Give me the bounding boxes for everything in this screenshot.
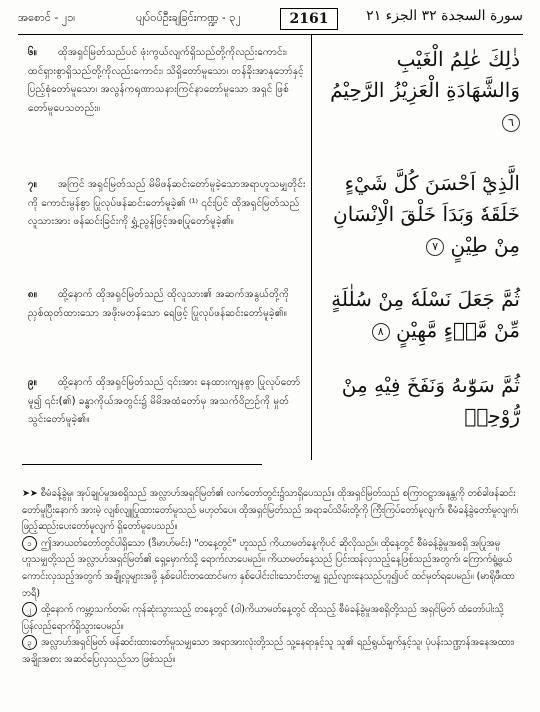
arabic-text: ثُمَّ جَعَلَ نَسْلَهٗ مِنْ سُلٰلَةٍ مِّنْ مَّاۤءٍ مَّهِيْنٍ <box>331 287 520 342</box>
header-surah-arabic: سورة السجدة ٣٢ الجزء ٢١ <box>366 8 523 24</box>
footnote-intro <box>22 486 520 536</box>
arabic-text: ذٰلِكَ عٰلِمُ الْغَيْبِ وَالشَّهَادَةِ الْعَزِيْزُ الرَّحِيْمُ <box>330 47 520 102</box>
header-chapter: အစောင် - ၂၁၊ <box>18 11 76 24</box>
footnote-1 <box>22 536 520 602</box>
footnote-3 <box>22 635 520 668</box>
footnote-number: ၂ <box>22 602 37 617</box>
ayah-marker: ٧ <box>426 238 444 256</box>
footnote-text: ဤအာယတ်တော်တွင်ပါရှိသော (ဒီမာဟ်မင်း) "တနေ့တွင်" ဟူသည် ကိယာမတ်နေ့ကိုပင် ဆိုလိုသည်။ ထိုနေ့တွင် စီမံခန့်ခွဲမှုအစရှိ အပြုအမူ ဟူသမျှတို့သည် အလ္လာဟ်အရှင်မြတ်၏ ရှေ့မှောက်သို့ ရောက်လာပေမည်။ ကိယာမတ်နေ့သည် ပြင်းထန်လှသည့်နေ့ဖြစ်သည်အတွက်၊ ကြောက်ရွံ့ဖွယ်ကောင်းလှသည့်အတွက် အချို့လူများအဖို့ နှစ်ပေါင်းတထောင်မက နှစ်ပေါင်းငါးသောင်းတမျှ ရှည်လျားနေသည်ဟူ၍ပင် ထင်မှတ်ရပေမည်။ (မာရိုဖီ၊ထာဘရီ) <box>22 537 515 599</box>
column-divider <box>311 35 312 460</box>
verse-number: ၈။ <box>28 289 37 300</box>
verse-7 <box>28 176 306 232</box>
verse-8 <box>28 286 306 323</box>
footnote-number: ၃ <box>22 635 37 650</box>
arabic-verse-9 <box>320 370 520 432</box>
footnotes <box>22 486 520 669</box>
verse-number: ၉။ <box>28 377 37 388</box>
footnote-2 <box>22 602 520 635</box>
verse-number: ၇။ <box>28 179 37 190</box>
verse-text: ထို့နောက် ထိုအရှင်မြတ်သည် ၎င်းအား နေထားကျနစွာ ပြုလုပ်တော်မူ၍ ၎င်း(၏) ခန္ဓာကိုယ်အတွင်း၌ မိမိအထံတော်မှ အသက်ဝိဉာဉ်ကို မှုတ်သွင်းတော်မူခဲ့၏။ <box>28 377 301 425</box>
verse-9 <box>28 374 306 430</box>
arabic-verse-7 <box>320 168 520 261</box>
verse-text: အကြင် အရှင်မြတ်သည် မိမိဖန်ဆင်းတော်မူခဲ့သောအရာဟူသမျှတိုင်းကို ကောင်းမွန်စွာ ပြုလုပ်ဖန်ဆင်းတော်မူခဲ့၏ ⁽¹⁾ ၎င်းပြင် ထိုအရှင်မြတ်သည် လူသားအား ဖန်ဆင်းခြင်းကို ရွှံ့ညွန်ဖြင့်အစပြုတော်မူခဲ့၏။ <box>28 179 306 227</box>
header-divider <box>18 34 523 35</box>
header-surah-burmese: ပျပ်ဝပ်ဦးချခြင်းကဏ္ဍ - ၃၂ <box>136 11 241 24</box>
ayah-marker: ٦ <box>502 114 520 132</box>
verse-text: ထို့နောက် ထိုအရှင်မြတ်သည် ထိုလူသား၏ အဆက်အနွယ်တို့ကို ညှစ်ထုတ်ထားသော အဖိုးမတန်သော ရေဖြင့် ပြုလုပ်ဖန်ဆင်းတော်မူခဲ့၏။ <box>28 289 290 319</box>
page-header <box>18 8 523 32</box>
footnote-text: ထို့နောက် ကမ္ဘာ့သက်တမ်း ကုန်ဆုံးသွားသည့် တနေ့တွင် (ဝါ)ကိယာမတ်နေ့တွင် ထိုသည့် စီမံခန့်ခွဲမှုအစရှိတို့သည် အရှင်မြတ် ထံတော်ပါးသို့ ပြန်လည်ရောက်ရှိသွားပေမည်။ <box>22 604 504 632</box>
footnote-number: ၁ <box>22 536 37 551</box>
footnote-text: အလ္လာဟ်အရှင်မြတ် ဖန်ဆင်းထားတော်မူသမျှသော အရာအားလုံးတို့သည် သူ့နေရာနှင့်သူ သူ၏ ရည်ရွယ်ချက်နှင့်သူ၊ ပုံပန်းသဏ္ဌာန်အနေအထား၊ အချိုးအစား အဆင်ပြေလှသည်သာ ဖြစ်သည်။ <box>22 637 515 665</box>
verse-number: ၆။ <box>28 47 37 58</box>
page-number: 2161 <box>280 8 338 30</box>
verse-text: ထိုအရှင်မြတ်သည်ပင် ဖုံးကွယ်လျက်ရှိသည်တို့ကိုလည်းကောင်း၊ ထင်ရှားစွာရှိသည်တို့ကိုလည်းကောင်း၊ သိရှိတော်မူသော၊ တန်ခိုးအာနုဘော်နှင့် ပြည့်စုံတော်မူသော၊ အလွန်ကရုဏာသနားကြင်နာတော်မူသော အရှင် ဖြစ်တော်မူပေသတည်း။ <box>28 47 304 114</box>
verse-6 <box>28 44 306 118</box>
arabic-verse-6 <box>320 44 520 137</box>
arabic-text: ثُمَّ سَوّٰىهُ وَنَفَخَ فِيْهِ مِنْ رُّوْحِهٖ <box>341 373 520 428</box>
footnote-text: ➤➤ စီမံခန့်ခွဲမှု၊ အုပ်ချုပ်မှုအစရှိသည် အလ္လာဟ်အရှင်မြတ်၏ လက်တော်တွင်း၌သာရှိပေသည်။ ထိုအရှင်မြတ်သည် စကြာဝဠာအနန္တကို တစ်ခါဖန်ဆင်းတော်မူပြီးနောက် အားမဲ့ လျစ်လျူပြုထားတော်မူသည် မဟုတ်ပေ။ ထိုအရှင်မြတ်သည် အရာခပ်သိမ်းတို့ကို ကြီးကြပ်တော်မူလျက်၊ စီမံခန့်ခွဲတော်မူလျက်၊ ဖြည့်ဆည်းပေးတော်မူလျက် ရှိတော်မူပေသည်။ <box>22 488 518 533</box>
arabic-text: الَّذِيْٓ اَحْسَنَ كُلَّ شَيْءٍ خَلَقَهٗ وَبَدَاَ خَلْقَ الْاِنْسَانِ مِنْ طِيْنٍ <box>333 171 520 257</box>
arabic-verse-8 <box>320 284 520 346</box>
footnote-divider <box>22 464 262 465</box>
ayah-marker: ٨ <box>372 323 390 341</box>
